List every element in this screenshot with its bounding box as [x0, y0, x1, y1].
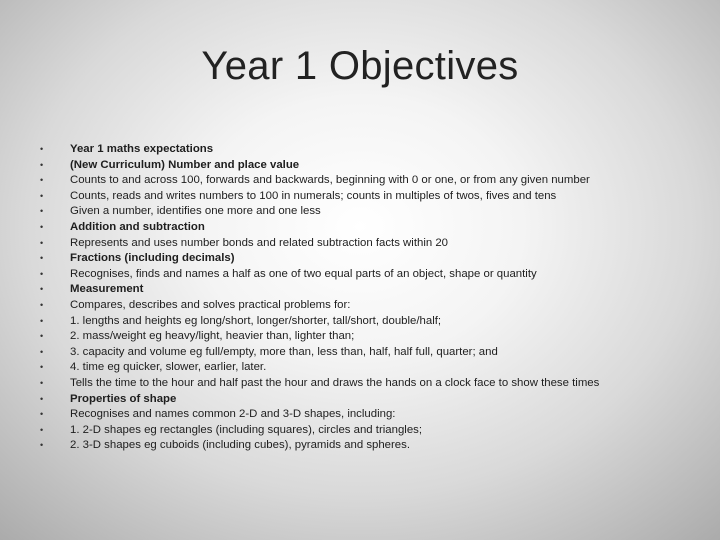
bullet-text: Properties of shape: [70, 392, 177, 405]
bullet-icon: •: [40, 299, 44, 310]
bullet-text: Fractions (including decimals): [70, 252, 235, 265]
bullet-text: Recognises, finds and names a half as one of two equal parts of an object, shape or quantity: [70, 267, 537, 280]
bullet-item: [40, 438, 700, 454]
bullet-text: 4. time eg quicker, slower, earlier, later.: [70, 361, 267, 374]
bullet-item: [40, 189, 700, 205]
bullet-text: Given a number, identifies one more and one less: [70, 205, 321, 218]
bullet-icon: •: [40, 377, 44, 388]
bullet-text: 1. 2-D shapes eg rectangles (including squares), circles and triangles;: [70, 423, 423, 436]
bullet-heading: [40, 392, 700, 408]
bullet-icon: •: [40, 175, 44, 186]
bullet-icon: •: [40, 315, 44, 326]
bullet-item: [40, 298, 700, 314]
bullet-item: [40, 329, 700, 345]
bullet-text: Represents and uses number bonds and related subtraction facts within 20: [70, 236, 449, 249]
bullet-text: Addition and subtraction: [70, 220, 205, 233]
bullet-item: [40, 345, 700, 361]
bullet-text: Compares, describes and solves practical problems for:: [70, 298, 351, 311]
bullet-item: [40, 236, 700, 252]
bullet-icon: •: [40, 206, 44, 217]
bullet-item: [40, 376, 700, 392]
bullet-text: 2. 3-D shapes eg cuboids (including cubes), pyramids and spheres.: [70, 439, 411, 452]
bullet-item: [40, 423, 700, 439]
bullet-item: [40, 173, 700, 189]
bullet-icon: •: [40, 393, 44, 404]
bullet-item: [40, 204, 700, 220]
bullet-item: [40, 267, 700, 283]
bullet-item: [40, 407, 700, 423]
bullet-icon: •: [40, 362, 44, 373]
bullet-icon: •: [40, 440, 44, 451]
bullet-text: 3. capacity and volume eg full/empty, more than, less than, half, half full, quarter; and: [70, 345, 498, 358]
bullet-icon: •: [40, 237, 44, 248]
bullet-text: Counts to and across 100, forwards and backwards, beginning with 0 or one, or from any given number: [70, 174, 590, 187]
bullet-icon: •: [40, 190, 44, 201]
bullet-text: Recognises and names common 2-D and 3-D shapes, including:: [70, 408, 396, 421]
bullet-icon: •: [40, 221, 44, 232]
bullet-item: [40, 360, 700, 376]
bullet-icon: •: [40, 253, 44, 264]
bullet-icon: •: [40, 346, 44, 357]
bullet-icon: •: [40, 424, 44, 435]
bullet-icon: •: [40, 331, 44, 342]
bullet-heading: [40, 251, 700, 267]
bullet-heading: [40, 282, 700, 298]
bullet-icon: •: [40, 159, 44, 170]
bullet-icon: •: [40, 409, 44, 420]
bullet-heading: [40, 142, 700, 158]
bullet-icon: •: [40, 144, 44, 154]
bullet-heading: [40, 158, 700, 174]
bullet-text: 1. lengths and heights eg long/short, longer/shorter, tall/short, double/half;: [70, 314, 442, 327]
bullet-text: (New Curriculum) Number and place value: [70, 158, 300, 171]
bullet-text: Measurement: [70, 283, 144, 296]
bullet-text: 2. mass/weight eg heavy/light, heavier than, lighter than;: [70, 330, 355, 343]
bullet-icon: •: [40, 268, 44, 279]
bullet-item: [40, 314, 700, 330]
objectives-bullet-list: [40, 142, 700, 454]
bullet-text: Year 1 maths expectations: [70, 143, 214, 155]
bullet-text: Tells the time to the hour and half past the hour and draws the hands on a clock face to show these times: [70, 376, 600, 389]
bullet-icon: •: [40, 284, 44, 295]
slide-title: Year 1 Objectives: [201, 44, 519, 88]
bullet-heading: [40, 220, 700, 236]
bullet-text: Counts, reads and writes numbers to 100 in numerals; counts in multiples of twos, fives and tens: [70, 189, 557, 202]
